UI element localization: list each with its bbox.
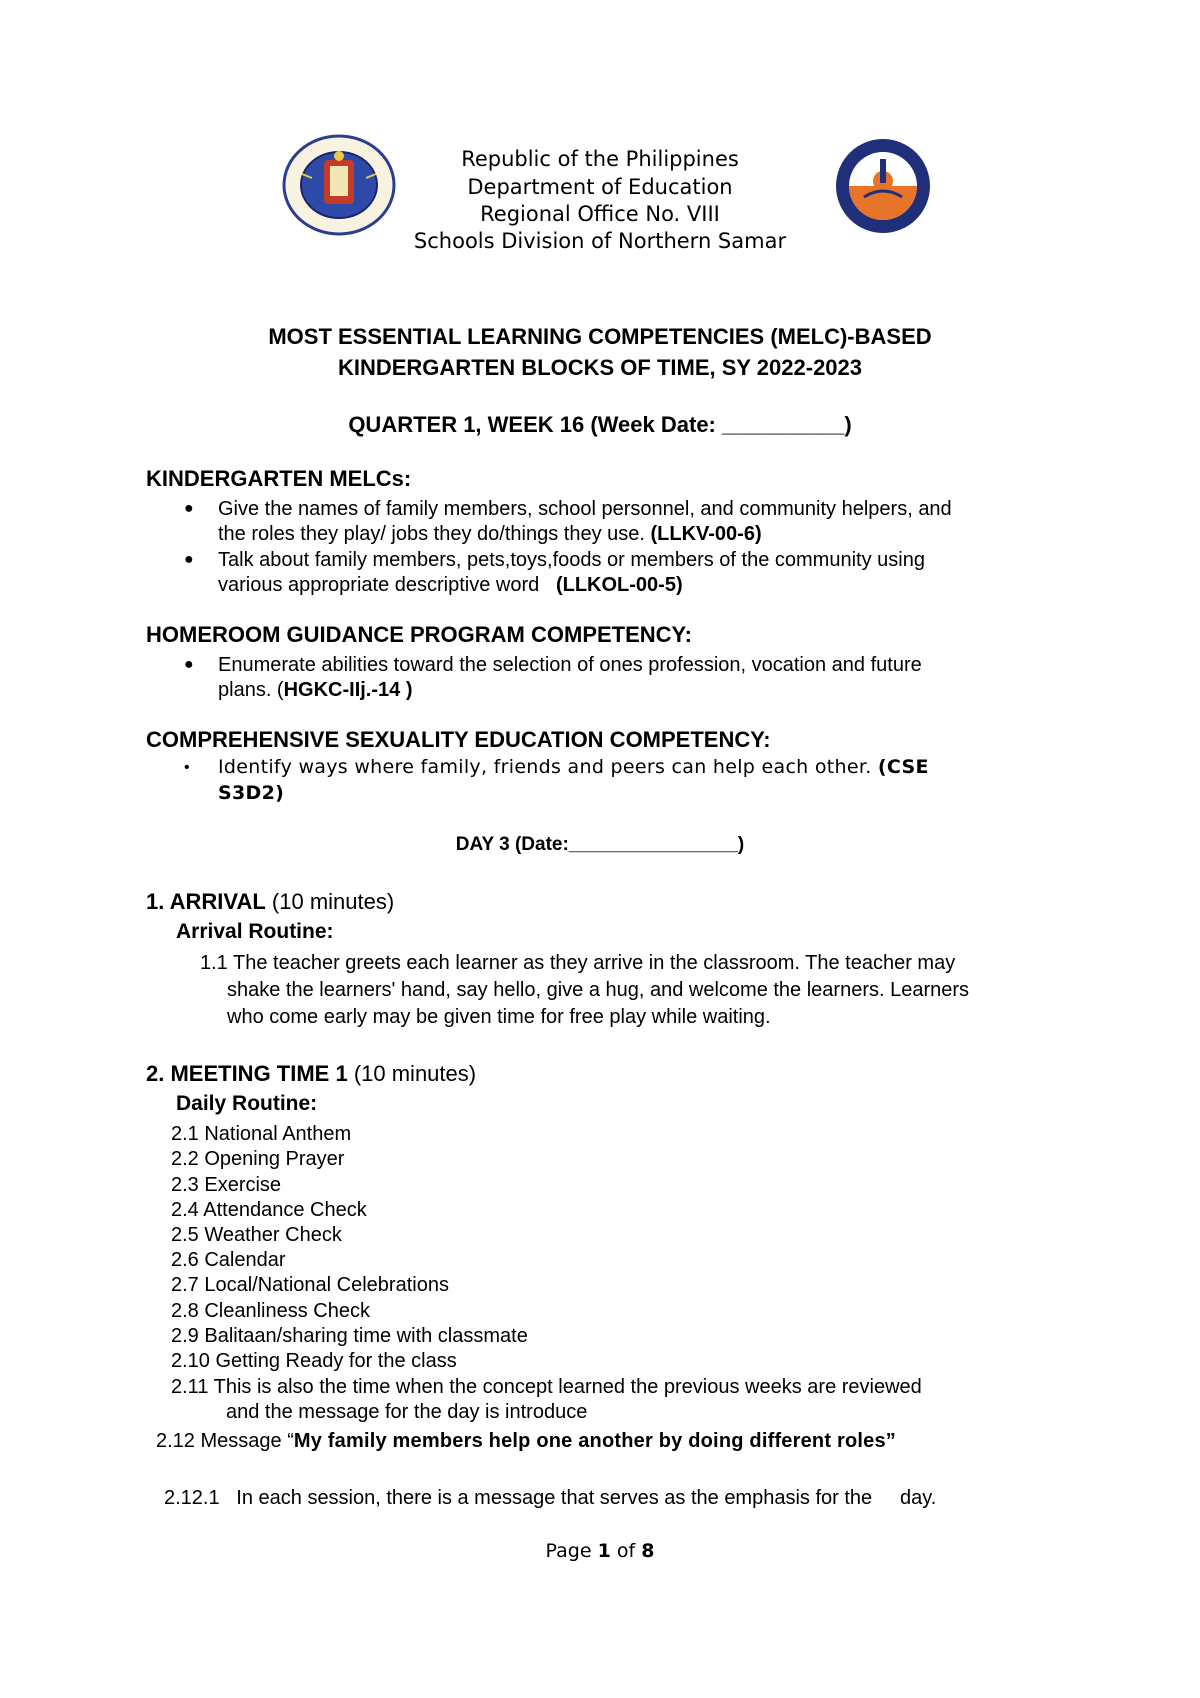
bullet-icon: ● — [184, 656, 194, 673]
daily-routine-heading: Daily Routine: — [176, 1092, 318, 1115]
cse-code: (CSE — [877, 756, 929, 778]
meeting-time-heading: 2. MEETING TIME 1 (10 minutes) — [146, 1061, 477, 1086]
arrival-routine-heading: Arrival Routine: — [176, 920, 334, 943]
bullet-icon: • — [184, 759, 190, 776]
homeroom-item-line-1: Enumerate abilities toward the selection of ones profession, vocation and future — [218, 654, 922, 676]
routine-item: 2.3 Exercise — [171, 1174, 282, 1196]
routine-item: 2.7 Local/National Celebrations — [171, 1274, 449, 1296]
melcs-heading: KINDERGARTEN MELCs: — [146, 466, 412, 491]
routine-item: 2.10 Getting Ready for the class — [171, 1350, 457, 1372]
routine-item-2-12-1: 2.12.1 In each session, there is a message that serves as the emphasis for the day. — [164, 1487, 937, 1509]
melc-item-2-line-1: Talk about family members, pets,toys,foods or members of the community using — [218, 549, 925, 571]
routine-item: 2.8 Cleanliness Check — [171, 1300, 370, 1322]
routine-item: 2.4 Attendance Check — [171, 1199, 367, 1221]
melc-item-2-line-2: various appropriate descriptive word (LLKOL-00-5) — [218, 574, 683, 596]
arrival-item-1-1: 1.1 The teacher greets each learner as they arrive in the classroom. The teacher may shake the learners' hand, say hello, give a hug, and welcome the learners. Learners who come early may be given time for free play while waiting. — [200, 952, 970, 1028]
header-regional-office: Regional Office No. VIII — [480, 202, 720, 226]
routine-item: 2.6 Calendar — [171, 1249, 286, 1271]
routine-item: 2.5 Weather Check — [171, 1224, 342, 1246]
header-department: Department of Education — [467, 175, 733, 199]
header-republic: Republic of the Philippines — [461, 147, 739, 171]
cse-heading: COMPREHENSIVE SEXUALITY EDUCATION COMPETENCY: — [146, 727, 771, 752]
cse-item-line-2: S3D2) — [218, 782, 285, 804]
routine-item-2-11: 2.11 This is also the time when the concept learned the previous weeks are reviewed and the message for the day is introduce — [171, 1376, 922, 1423]
bullet-icon: ● — [184, 500, 194, 517]
title-line-2: KINDERGARTEN BLOCKS OF TIME, SY 2022-2023 — [337, 355, 863, 380]
header-division: Schools Division of Northern Samar — [413, 229, 787, 253]
quarter-week-title: QUARTER 1, WEEK 16 (Week Date: __________) — [348, 412, 852, 437]
homeroom-item-line-2: plans. (HGKC-IIj.-14 ) — [218, 679, 413, 701]
melc-item-1-line-1: Give the names of family members, school personnel, and community helpers, and — [218, 498, 952, 520]
melc-item-1 — [218, 497, 1068, 547]
melc-item-2-code: (LLKOL-00-5) — [555, 574, 683, 596]
homeroom-item — [218, 653, 1068, 703]
routine-item: 2.2 Opening Prayer — [171, 1148, 345, 1170]
cse-item-line-1: Identify ways where family, friends and peers can help each other. (CSE — [218, 756, 929, 778]
routine-item: 2.1 National Anthem — [171, 1123, 352, 1145]
title-line-1: MOST ESSENTIAL LEARNING COMPETENCIES (MELC)-BASED — [268, 324, 932, 349]
day-3-date: DAY 3 (Date:________________) — [455, 834, 745, 855]
melc-item-1-code: (LLKV-00-6) — [650, 523, 762, 545]
melc-item-2 — [218, 548, 1068, 598]
homeroom-code: HGKC-IIj.-14 ) — [283, 679, 413, 701]
cse-item — [218, 754, 1068, 806]
melc-item-1-line-2: the roles they play/ jobs they do/things they use. (LLKV-00-6) — [218, 523, 762, 545]
bullet-icon: ● — [184, 551, 194, 568]
message-of-the-day: My family members help one another by doing different roles” — [293, 1430, 896, 1452]
routine-item: 2.9 Balitaan/sharing time with classmate — [171, 1325, 528, 1347]
page-number: Page 1 of 8 — [545, 1540, 655, 1562]
arrival-heading: 1. ARRIVAL (10 minutes) — [146, 889, 395, 914]
homeroom-heading: HOMEROOM GUIDANCE PROGRAM COMPETENCY: — [146, 622, 692, 647]
routine-item-2-12-message: 2.12 Message “My family members help one another by doing different roles” — [156, 1430, 896, 1452]
